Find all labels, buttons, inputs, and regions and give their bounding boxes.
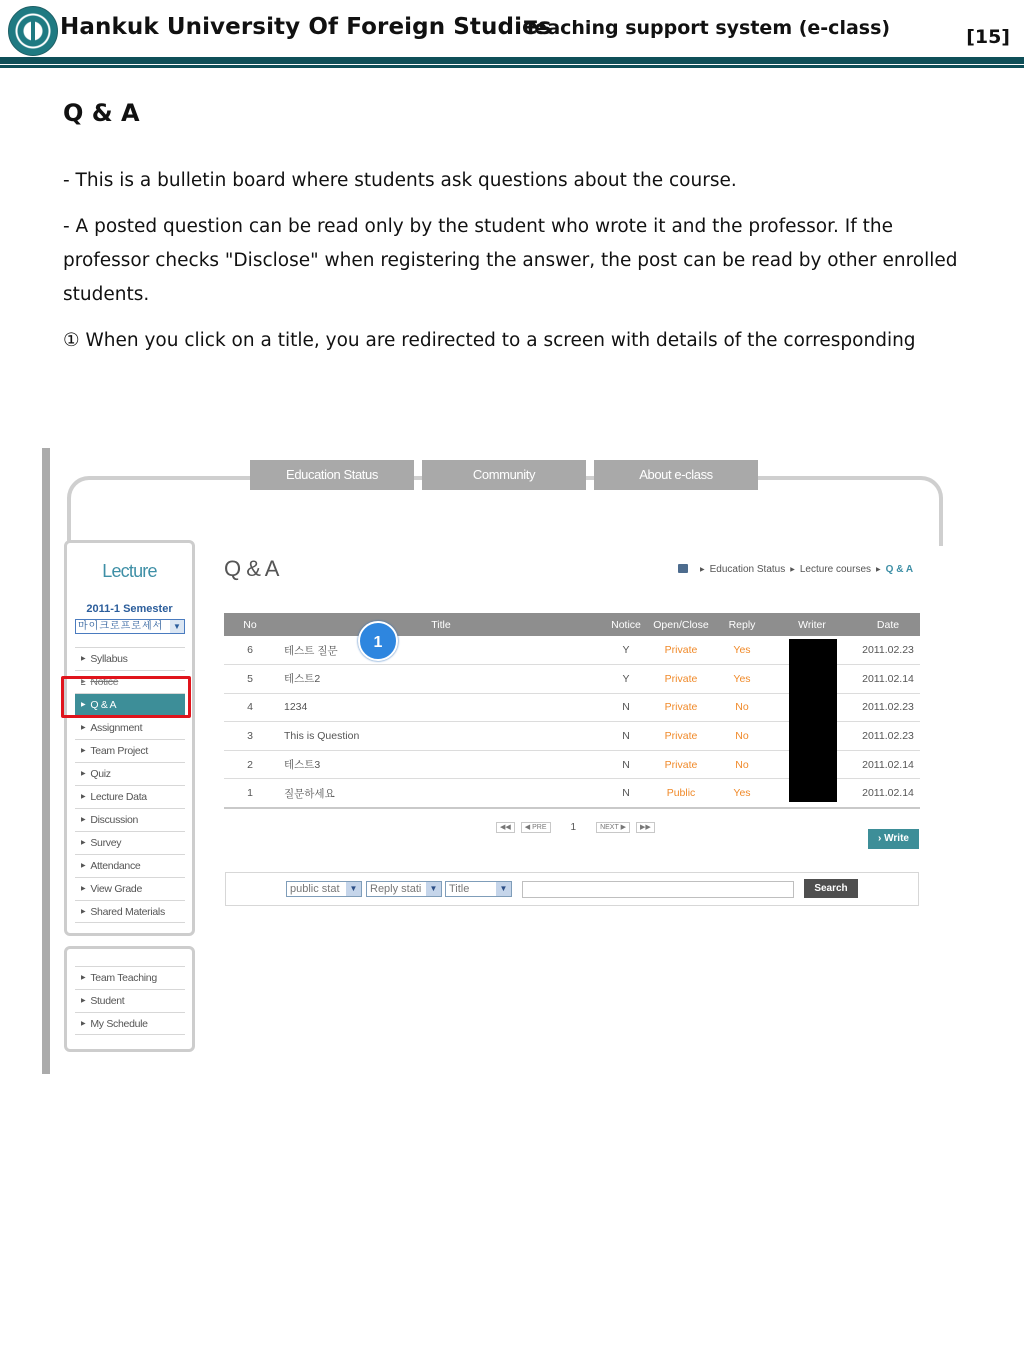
column-header-notice: Notice xyxy=(606,613,646,636)
chevron-down-icon: ▼ xyxy=(496,882,511,896)
page-number-link[interactable]: 1 xyxy=(570,822,577,833)
caret-right-icon: ▶ xyxy=(81,656,86,662)
sidebar-secondary-menu xyxy=(75,966,185,1035)
breadcrumb-lecture-courses[interactable]: Lecture courses xyxy=(799,564,872,575)
sidebar-item-team-teaching[interactable]: ▶ Team Teaching xyxy=(75,966,185,989)
sidebar-item-qa[interactable]: ▶ Q & A xyxy=(75,693,185,716)
row-title-link[interactable]: This is Question xyxy=(276,722,606,751)
row-title-link[interactable]: 질문하세요 xyxy=(276,779,606,808)
caret-right-icon: ▶ xyxy=(81,679,86,685)
caret-right-icon: ▶ xyxy=(81,886,86,892)
next-page-button[interactable]: NEXT ▶ xyxy=(596,822,630,833)
system-name: Teaching support system (e-class) xyxy=(524,17,891,39)
sidebar-item-team-project[interactable]: ▶ Team Project xyxy=(75,739,185,762)
row-no: 3 xyxy=(224,722,276,751)
reply-status-select[interactable]: Reply stati ▼ xyxy=(366,881,442,897)
breadcrumb-education-status[interactable]: Education Status xyxy=(709,564,786,575)
sidebar-item-shared-materials[interactable]: ▶ Shared Materials xyxy=(75,900,185,923)
row-reply: Yes xyxy=(716,779,768,808)
sidebar-secondary xyxy=(64,946,195,1052)
column-header-open-close: Open/Close xyxy=(646,613,716,636)
sidebar-item-my-schedule[interactable]: ▶ My Schedule xyxy=(75,1012,185,1035)
row-open-close: Private xyxy=(646,636,716,665)
column-header-title: Title xyxy=(276,613,606,636)
caret-right-icon: ▶ xyxy=(81,748,86,754)
pagination xyxy=(496,822,655,833)
search-field-select[interactable]: Title ▼ xyxy=(445,881,512,897)
row-date: 2011.02.23 xyxy=(856,693,920,722)
caret-right-icon: ▶ xyxy=(876,567,881,573)
row-title-link[interactable]: 1234 xyxy=(276,693,606,722)
menu-education-status[interactable]: Education Status xyxy=(250,460,414,490)
header-divider-thin xyxy=(0,65,1024,68)
page-number: [15] xyxy=(966,26,1010,48)
row-notice: Y xyxy=(606,665,646,694)
top-menu xyxy=(250,460,758,490)
caret-right-icon: ▶ xyxy=(81,702,86,708)
caret-right-icon: ▶ xyxy=(81,840,86,846)
header-divider xyxy=(0,57,1024,64)
sidebar-item-syllabus[interactable]: ▶ Syllabus xyxy=(75,647,185,670)
caret-right-icon: ▶ xyxy=(81,863,86,869)
description-paragraph-1: - This is a bulletin board where students ask questions about the course. xyxy=(63,170,737,191)
column-header-date: Date xyxy=(856,613,920,636)
row-no: 4 xyxy=(224,693,276,722)
table-header-row xyxy=(224,613,920,636)
caret-right-icon: ▶ xyxy=(81,1021,86,1027)
course-select[interactable] xyxy=(75,619,185,634)
home-icon[interactable] xyxy=(678,564,688,573)
row-title-link[interactable]: 테스트3 xyxy=(276,750,606,779)
row-open-close: Private xyxy=(646,722,716,751)
row-notice: N xyxy=(606,693,646,722)
highlight-box xyxy=(61,676,191,718)
row-reply: No xyxy=(716,750,768,779)
sidebar-item-discussion[interactable]: ▶ Discussion xyxy=(75,808,185,831)
screenshot-left-border xyxy=(42,448,50,1074)
row-date: 2011.02.14 xyxy=(856,779,920,808)
step-badge: 1 xyxy=(358,621,398,661)
caret-right-icon: ▶ xyxy=(790,567,795,573)
section-title: Q & A xyxy=(63,99,140,127)
row-title-link[interactable]: 테스트2 xyxy=(276,665,606,694)
menu-community[interactable]: Community xyxy=(422,460,586,490)
sidebar-item-attendance[interactable]: ▶ Attendance xyxy=(75,854,185,877)
description-paragraph-3: ① When you click on a title, you are redirected to a screen with details of the corresponding xyxy=(63,330,916,351)
document-header xyxy=(0,0,1024,70)
caret-right-icon: ▶ xyxy=(81,975,86,981)
row-title-link[interactable]: 테스트 질문 xyxy=(276,636,606,665)
search-bar xyxy=(225,872,919,906)
row-open-close: Private xyxy=(646,750,716,779)
chevron-down-icon: ▼ xyxy=(346,882,361,896)
column-header-writer: Writer xyxy=(768,613,856,636)
row-open-close: Private xyxy=(646,665,716,694)
prev-page-button[interactable]: ◀ PRE xyxy=(521,822,551,833)
row-open-close: Public xyxy=(646,779,716,808)
sidebar-item-assignment[interactable]: ▶ Assignment xyxy=(75,716,185,739)
caret-right-icon: ▶ xyxy=(81,771,86,777)
sidebar-item-view-grade[interactable]: ▶ View Grade xyxy=(75,877,185,900)
first-page-button[interactable]: ◀◀ xyxy=(496,822,515,833)
university-name: Hankuk University Of Foreign Studies xyxy=(60,14,552,40)
sidebar-item-lecture-data[interactable]: ▶ Lecture Data xyxy=(75,785,185,808)
sidebar-item-student[interactable]: ▶ Student xyxy=(75,989,185,1012)
caret-right-icon: ▶ xyxy=(81,998,86,1004)
university-logo-icon xyxy=(8,6,58,56)
row-reply: No xyxy=(716,722,768,751)
write-button[interactable]: › Write xyxy=(868,829,919,849)
row-date: 2011.02.14 xyxy=(856,665,920,694)
column-header-no: No xyxy=(224,613,276,636)
row-reply: Yes xyxy=(716,636,768,665)
course-select-value: 마이크로프로세서 xyxy=(78,621,164,632)
public-status-select[interactable]: public stat ▼ xyxy=(286,881,362,897)
menu-about-eclass[interactable]: About e-class xyxy=(594,460,758,490)
sidebar-item-survey[interactable]: ▶ Survey xyxy=(75,831,185,854)
row-no: 1 xyxy=(224,779,276,808)
row-notice: N xyxy=(606,722,646,751)
chevron-down-icon: ▼ xyxy=(426,882,441,896)
breadcrumb-current: Q & A xyxy=(885,564,914,575)
redacted-writer-block xyxy=(789,639,837,802)
caret-right-icon: ▶ xyxy=(81,794,86,800)
caret-right-icon: ▶ xyxy=(700,567,705,573)
caret-right-icon: ▶ xyxy=(81,909,86,915)
eclass-screenshot xyxy=(40,448,950,1074)
sidebar-item-notice[interactable]: ▶ Notice xyxy=(75,670,185,693)
row-reply: Yes xyxy=(716,665,768,694)
row-notice: N xyxy=(606,750,646,779)
board-title: Q & A xyxy=(224,556,279,581)
semester-label: 2011-1 Semester xyxy=(86,603,173,615)
last-page-button[interactable]: ▶▶ xyxy=(636,822,655,833)
description-paragraph-2: - A posted question can be read only by the student who wrote it and the professor. If the professor checks "Disclose" when registering the answer, the post can be read by other enrolled students. xyxy=(63,216,958,305)
row-date: 2011.02.14 xyxy=(856,750,920,779)
breadcrumb xyxy=(678,564,913,575)
search-input[interactable] xyxy=(522,881,794,898)
sidebar-title: Lecture xyxy=(102,561,157,581)
row-no: 5 xyxy=(224,665,276,694)
sidebar-item-quiz[interactable]: ▶ Quiz xyxy=(75,762,185,785)
row-reply: No xyxy=(716,693,768,722)
caret-right-icon: ▶ xyxy=(81,817,86,823)
row-date: 2011.02.23 xyxy=(856,636,920,665)
chevron-down-icon: ▼ xyxy=(170,620,184,633)
sidebar xyxy=(64,540,195,936)
caret-right-icon: ▶ xyxy=(81,725,86,731)
row-notice: N xyxy=(606,779,646,808)
search-button[interactable]: Search xyxy=(804,879,858,898)
row-no: 2 xyxy=(224,750,276,779)
row-no: 6 xyxy=(224,636,276,665)
column-header-reply: Reply xyxy=(716,613,768,636)
row-notice: Y xyxy=(606,636,646,665)
row-open-close: Private xyxy=(646,693,716,722)
row-date: 2011.02.23 xyxy=(856,722,920,751)
